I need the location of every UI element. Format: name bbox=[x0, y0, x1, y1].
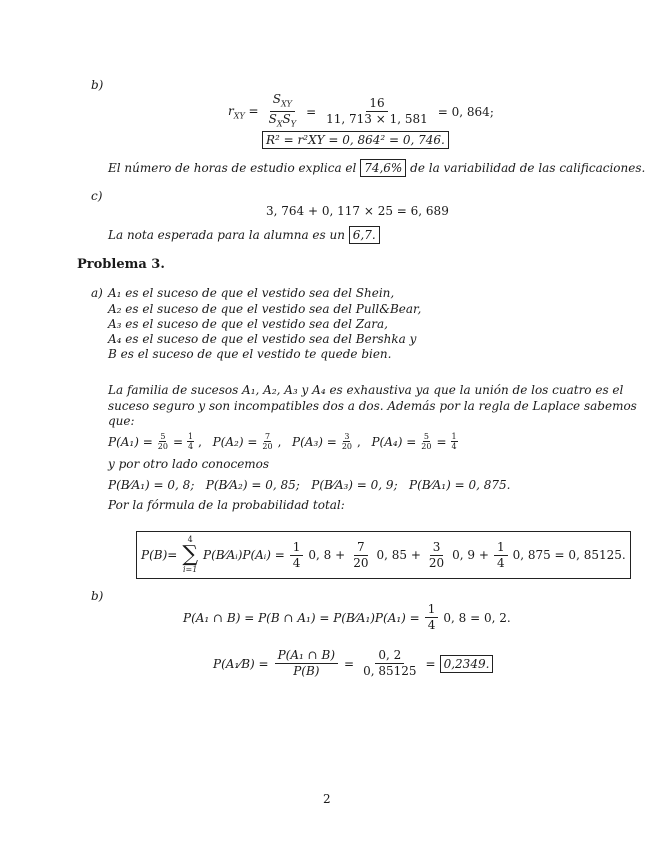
event-definition: A₁ es el suceso de que el vestido sea del Shein, bbox=[108, 286, 395, 300]
event-definition: A₄ es el suceso de que el vestido sea del Bershka y bbox=[108, 332, 417, 346]
page-number: 2 bbox=[323, 792, 331, 806]
total-probability-box: P(B)= 4 ∑ i=1 P(B⁄Aᵢ)P(Aᵢ) = $\frac{1}{4}$ 0, 8 + $\frac{7}{20}$ 0, 85 + $\frac{3}{20}$ 0, 9 + $\frac{1}{4}$ 0, 875 = 0, 85125. bbox=[136, 531, 631, 579]
s-ratio: $\frac{S_{XY}}{S_XS_Y}$ bbox=[268, 92, 297, 129]
numeric-ratio: $\frac{16}{11, 713 \times 1, 581}$ bbox=[326, 96, 428, 127]
part-c-label: c) bbox=[91, 189, 103, 203]
part-a-label: a) bbox=[91, 286, 103, 300]
prediction-equation: 3, 764 + 0, 117 × 25 = 6, 689 bbox=[266, 204, 449, 218]
paragraph-line: suceso seguro y son incompatibles dos a dos. Además por la regla de Laplace sabemos bbox=[108, 399, 637, 413]
conditional-probabilities: P(B⁄A₁) = 0, 8; P(B⁄A₂) = 0, 85; P(B⁄A₃) = 0, 9; P(B⁄A₁) = 0, 875. bbox=[108, 478, 511, 492]
part-b2-label: b) bbox=[91, 589, 104, 603]
bayes-result-box: 0,2349. bbox=[440, 655, 494, 673]
r-result: = 0, 864; bbox=[437, 104, 494, 119]
event-definition: A₂ es el suceso de que el vestido sea del Pull&Bear, bbox=[108, 302, 422, 316]
paragraph-line: La familia de sucesos A₁, A₂, A₃ y A₄ es exhaustiva ya que la unión de los cuatro es el bbox=[108, 383, 624, 397]
paragraph-line: que: bbox=[108, 414, 135, 428]
expected-grade: La nota esperada para la alumna es un 6,7. bbox=[108, 228, 380, 242]
bayes-equation: P(A₁⁄B) = $\frac{\text{P(A₁ ∩ B)}}{P(B)}$ = $\frac{0, 2}{0, 85125}$ = 0,2349. bbox=[213, 648, 493, 679]
summation-symbol: 4 ∑ i=1 bbox=[182, 535, 199, 574]
r-squared-box: R² = r²XY = 0, 864² = 0, 746. bbox=[262, 131, 449, 149]
r-lhs: $r_{XY}$ = bbox=[228, 103, 259, 121]
part-b-label: b) bbox=[91, 78, 104, 92]
total-probability-label: Por la fórmula de la probabilidad total: bbox=[108, 498, 345, 512]
event-definition: A₃ es el suceso de que el vestido sea del Zara, bbox=[108, 317, 388, 331]
correlation-equation: $r_{XY}$ = $\frac{S_{XY}}{S_XS_Y}$ = $\frac{16}{11, 713 \times 1, 581}$ = 0, 864; bbox=[228, 92, 494, 132]
otro-lado-line: y por otro lado conocemos bbox=[108, 457, 270, 471]
explained-variability: El número de horas de estudio explica el 74,6% de la variabilidad de las calificaciones. bbox=[108, 161, 646, 175]
explained-percent-box: 74,6% bbox=[360, 159, 406, 177]
expected-grade-box: 6,7. bbox=[349, 226, 380, 244]
event-definition: B es el suceso de que el vestido te quede bien. bbox=[108, 347, 392, 361]
problem-3-heading: Problema 3. bbox=[77, 257, 165, 272]
intersection-equation: P(A₁ ∩ B) = P(B ∩ A₁) = P(B⁄A₁)P(A₁) = $\frac{1}{4}$ 0, 8 = 0, 2. bbox=[183, 602, 511, 632]
laplace-probabilities: P(A₁) = $\frac{5}{20}$ = $\frac{1}{4}$ , P(A₂) = $\frac{7}{20}$ , P(A₃) = $\frac{3}{20}$ , P(A₄) = $\frac{5}{20}$ = $\frac{1}{4}$ bbox=[108, 432, 457, 451]
